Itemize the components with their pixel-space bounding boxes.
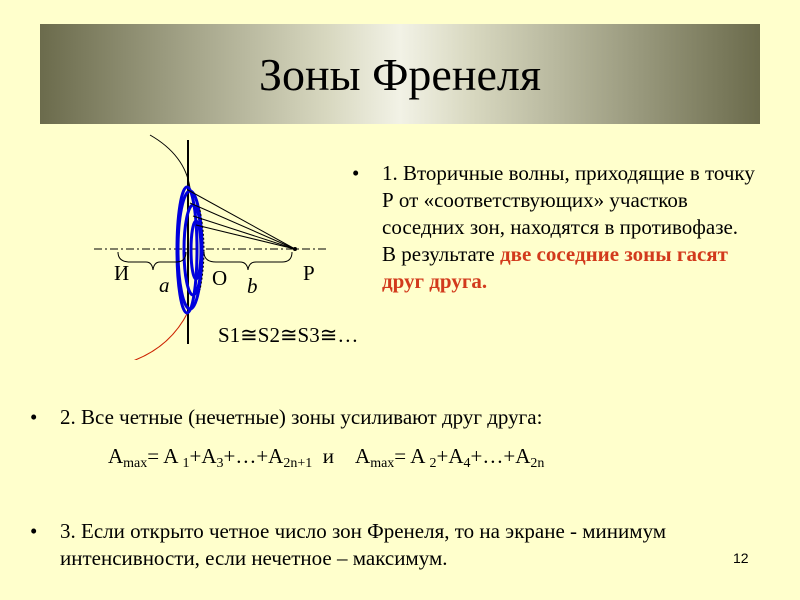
bullet-2-text: 2. Все четные (нечетные) зоны усиливают друг друга: [60,405,543,429]
area-relation: S1≅S2≅S3≅… [218,323,359,347]
bullet-dot: • [352,161,360,185]
bullet-antiphase [352,160,757,295]
title-bar [40,24,760,124]
wavefront-lower [130,312,188,360]
wavefront-upper [150,135,190,188]
bullet-dot: • [30,519,38,543]
ray-2 [190,203,295,249]
label-a: a [159,273,170,297]
bullet-even-odd [30,404,760,431]
bullet-open-zones [30,518,760,572]
point-p-marker [293,247,297,251]
ray-4 [196,225,295,249]
amplitude-formula: $A_{max}= A$ $_1+A_3+\dots+A_{2n+1}$ и $A_{max}= A$ $_2+A_4+\dots+A_{2n}$ [108,444,545,471]
label-p: P [303,261,315,285]
label-b: b [247,274,258,298]
bullet-dot: • [30,405,38,429]
fresnel-diagram [90,130,360,360]
page-title: Зоны Френеля [259,48,541,100]
page-number: 12 [733,550,749,566]
label-source: И [114,261,130,285]
bullet-1-emphasis: две соседние зоны гасят друг друга. [382,242,728,293]
bullet-3-text: 3. Если открыто четное число зон Френеля, то на экране - минимум интенсивности, если нечетное – максимум. [60,519,667,570]
label-o: O [212,266,228,290]
bullet-1-text: 1. Вторичные волны, приходящие в точку Р от «соответствующих» участков соседних зон, находятся в противофазе. В результате [382,161,755,266]
